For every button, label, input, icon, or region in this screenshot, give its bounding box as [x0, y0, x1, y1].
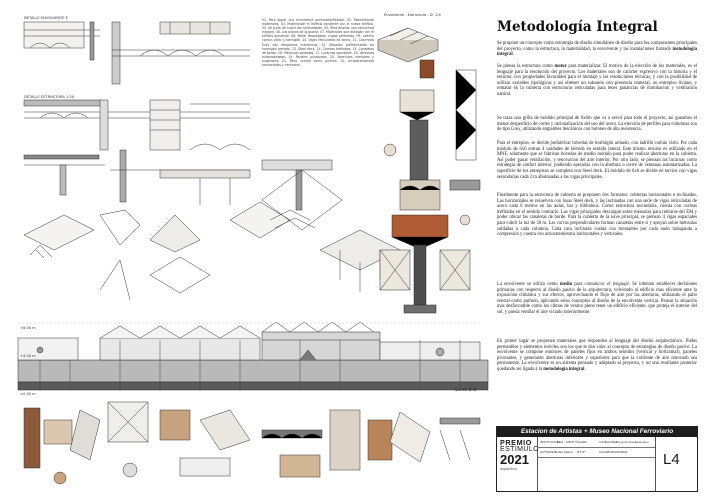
- field-institution-label: INSTITUCION:: [540, 440, 561, 444]
- field-dt-label: DT N°:: [577, 450, 587, 454]
- award-subtitle: arquitectura: [500, 467, 517, 471]
- field-author-label: AUTOR/ES:: [540, 450, 557, 454]
- level-c: ±0,00 m: [20, 392, 36, 396]
- field-collaborators-label: COLABORADORES:: [599, 450, 629, 454]
- detail-envelope-2: [24, 100, 250, 150]
- level-b: +4,50 m: [20, 354, 36, 358]
- field-institution-value: FAU - UNLP: [557, 440, 575, 444]
- detail-sketches: [24, 170, 400, 300]
- paragraph-envolvente: La envolvente se utiliza como medio para comunicar el lenguaje. Se intentan establecer decisiones primarias con respecto al diseño pasivo de la arquitectura, volviendo al edificio mas eficiente ante la exposición climática y sus efectos, aprovechando el flujo de aire por las aberturas, utilizando el patio central como pulmón, aplicando estos conceptos al diseño de la envolvente vertical. Pensar la situación más desfavorable como los climas de verano pleno tener un edificio eficiente, que proteja el interior del sol, y pueda ventilar el aire viciado interiormente.: [497, 282, 697, 315]
- section-tag: Corte B-B: [455, 388, 477, 393]
- field-taller-label: TALLER:: [575, 440, 588, 444]
- page-title: Metodología Integral: [497, 19, 658, 35]
- award-year: 2021: [500, 452, 529, 467]
- award-name: PREMIO: [500, 438, 532, 447]
- sheet-number: L4: [663, 451, 680, 468]
- field-category-value: Proyecto Arquitectonico: [616, 440, 649, 444]
- title-block: [496, 426, 698, 492]
- field-author-value: Coltre Marco: [555, 450, 573, 454]
- detail-label-2: DETALLE ESTRUCTURA 1:20: [24, 95, 75, 99]
- award-subname: ESTIMULO: [500, 446, 539, 453]
- field-category-label: CATEGORIA:: [599, 440, 618, 444]
- paragraph-intro: Se propone un concepto como estrategia de diseño simultáneo de diseño para los componentes principales del proyecto, como la estructura, la materialidad, la envolvente y las instalaciones llamado metodología integral.: [497, 41, 697, 58]
- level-a: +8,00 m: [20, 326, 36, 330]
- paragraph-structure: Se piensa la estructura como motor para materializar. El motivo de la elección de los materiales, es el lenguaje para la resolución del proyecto. Los materiales son de carácter expresivo con la historia y el entorno, con propiedades favorables para el montaje y las resoluciones técnicas, y con la posibilidad de utilizar variables tipológicas y así obtener un subsuelo con presencia material, un entrepiso liviano, y rematar en la cubierta con estructuras reticuladas para tener ganancias de iluminación y ventilación natural.: [497, 64, 697, 97]
- exploded-axonometric: [378, 28, 480, 313]
- paragraph-entrepiso: Para el entrepiso, se decide prefabricar bóvedas de hormigón armado, con ladrillo común visto. Por cada módulo de 6x6 entran 4 unidades de bóveda en sentido lateral. Este mismo recurso es utilizado en el MNF, solamente que se fabrican bóvedas de medio módulo para poder realizar aberturas en la cubierta. Así poder ganar ventilación, y renovación del aire interior. Por otro lado, se piensan las lucarnas como estrategia de confort interior, pudiendo operarlas con la abertura o cierre de ventanas automatizadas. La superficie de los entrepisos se completa con Steel deck. El módulo de 6x6 se divide en tercios con vigas secundarias cada 2 m abulonadas a las vigas principales.: [497, 141, 697, 180]
- detail-envelope-1: [24, 22, 250, 84]
- detail-structure-3: [24, 150, 332, 210]
- long-section: [18, 322, 488, 390]
- paragraph-cubierta: Finalmente para la estructura de cubierta se proponen dos formatos: cubiertas horizontales e inclinadas. Las horizontales se resuelven con losas Steel deck, y las inclinadas con una serie de vigas reticuladas de acero cada 6 metros en las aulas, bar y biblioteca. Como estructura secundaria, cuenta con correas trefiladas en el sentido contrario. Las vigas principales descargan sobre ménsulas para retirarse del EM y poder ubicar las canaletas de borde. Para la cubierta de la nave principal, se piensan 4 vigas espaciales para cubrir la luz de 30 m. Las curvas perpendiculares forman canaletas entre sí y apoyan sobre ménsulas soldadas a cada columna. Cada cara inclinada cuenta con montantes por cada nudo trabajando a compresión y cuenta con arriostramientos horizontales y verticales.: [497, 193, 697, 238]
- paragraph-materiales: En primer lugar se proponen materiales que responden al lenguaje del diseño arquitectónico. Pieles permeables y elementos móviles son los que le dan valor al concepto de estrategias de diseño pasivo. La envolvente se compone entonces de paneles fijos en ambos sentidos (vertical y horizontal), paneles pivotantes, y generando aberturas inferiores y superiores para que la corriente de aire renovado sea permanente. La envolvente es un sistema pensado y adaptado al proyecto, y no una resultante posterior quedando así ligada a la metodología integral.: [497, 339, 697, 372]
- construction-notes: 01. Para lograr una envolvente permeable/flexible, 02. Manteniendo materiales, 03. Materializar el edificio existente con el nuevo edificio, 04. Se trata de cubrir las necesidades, 05. Para diseñar una estructura integral, 06. Los planos de la planta, 07. Materiales que dialogan con el edificio existente, 08. Metal desplegado, chapa perforada, 09. Ladrillo común visto y hormigón, 10. Vigas reticuladas de acero, 11. Columnas Grey con empalmes mecánicos, 12. Bóvedas prefabricadas de hormigón armado, 13. Steel deck, 14. Correas trefiladas, 15. Canaletas de borde, 16. Ménsulas soldadas, 17. Lucarnas operables, 18. Ventanas automatizadas, 19. Paneles pivotantes, 20. Aberturas inferiores y superiores, 21. Patio central como pulmón, 22. Arriostramientos horizontales y verticales.: [262, 18, 374, 68]
- explode-tag: Envolvente - Estructura - D. 1/4: [384, 13, 441, 17]
- project-title: Estacion de Artistas + Museo Nacional Ferroviario: [497, 427, 697, 437]
- bottom-details: [24, 402, 480, 484]
- detail-label-1: DETALLE ENVOLVENTE E: [24, 16, 68, 20]
- paragraph-grid: Se traza una grilla de módulo principal de 6x6m que va a servir para todo el proyecto, así ganamos el menor desperdicio de cortes y racionalización del uso del acero. La elección de perfiles para columnas son de tipo Grey, utilizando empalmes mecánicos con bulones de alta resistencia.: [497, 116, 697, 133]
